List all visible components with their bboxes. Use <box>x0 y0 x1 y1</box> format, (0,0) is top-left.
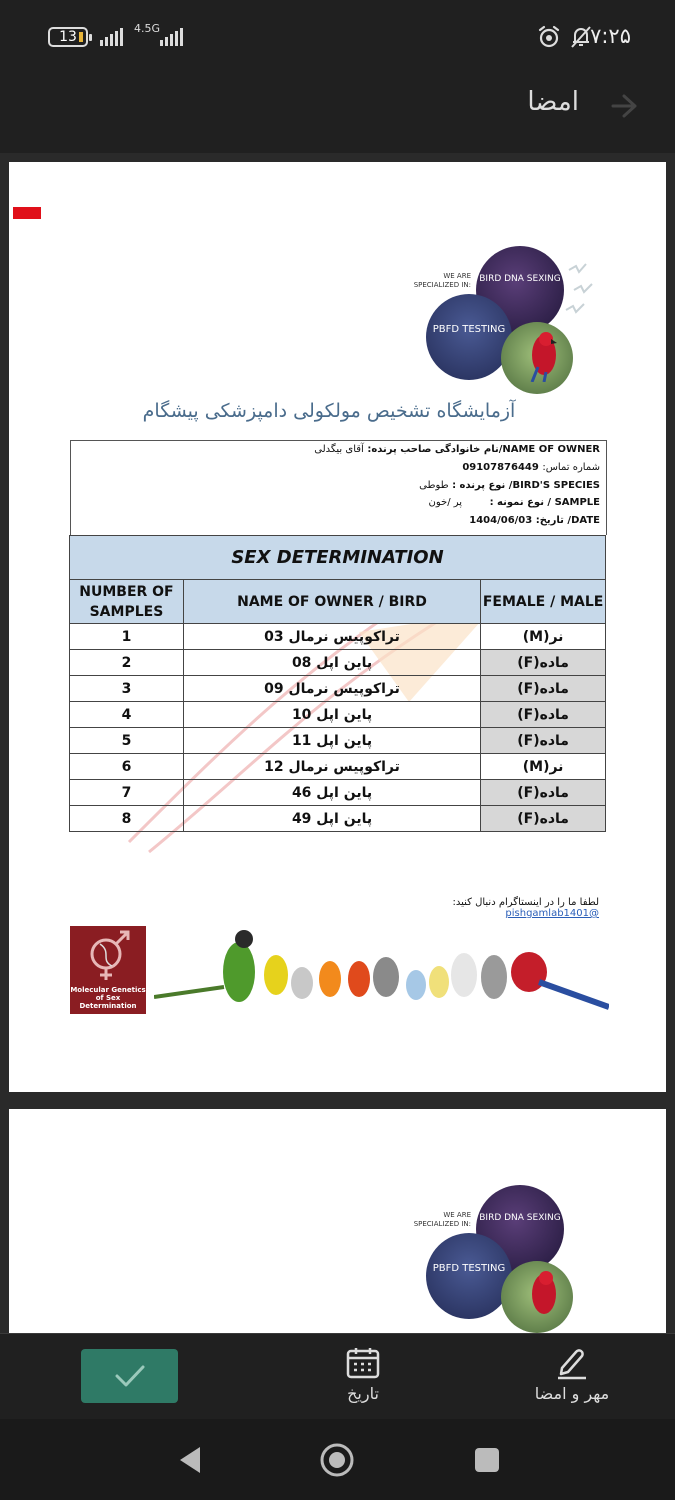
table-row <box>70 754 606 780</box>
date-tool-button[interactable] <box>330 1346 396 1403</box>
mg-logo-text: Molecular Genetics of Sex Determination <box>70 986 146 1010</box>
signature-tool-button[interactable] <box>522 1346 622 1403</box>
bird-name-cell: پاین اپل 11 <box>183 728 480 754</box>
bird-name-cell: تراکوپیس نرمال 03 <box>183 624 480 650</box>
phone-line <box>462 462 600 473</box>
parrot-icon <box>524 327 564 382</box>
owner-line <box>314 444 600 455</box>
owner-value: آقای بیگدلی <box>314 444 364 455</box>
species-line <box>419 480 600 491</box>
sample-number-cell: 2 <box>70 650 184 676</box>
battery-indicator <box>48 27 88 47</box>
molecular-genetics-logo <box>70 926 146 1014</box>
signal-bars-icon <box>100 28 123 46</box>
specialized-text: WE ARE SPECIALIZED IN: <box>413 272 471 289</box>
sample-label: SAMPLE / نوع نمونه : <box>489 497 600 508</box>
phone-value: 09107876449 <box>462 462 539 473</box>
table-row <box>70 624 606 650</box>
table-title: SEX DETERMINATION <box>70 536 606 580</box>
instagram-label: لطفا ما را در اینستاگرام دنبال کنید: <box>452 897 599 908</box>
results-table <box>69 535 606 832</box>
bird-name-cell: پاین اپل 10 <box>183 702 480 728</box>
status-bar <box>0 0 675 75</box>
battery-level-text: 13 <box>59 29 77 45</box>
document-page-1 <box>9 162 666 1092</box>
page-title: امضا <box>527 87 579 117</box>
back-arrow-icon[interactable] <box>609 91 639 121</box>
alarm-icon <box>536 24 562 50</box>
red-marker <box>13 207 41 219</box>
col-sex-header: FEMALE / MALE <box>481 580 606 624</box>
phone-label: شماره تماس: <box>542 462 600 473</box>
sample-number-cell: 3 <box>70 676 184 702</box>
calendar-icon <box>345 1346 381 1380</box>
sex-result-cell: ماده(F) <box>481 650 606 676</box>
signature-pen-icon <box>554 1346 590 1380</box>
dna-sexing-text: BIRD DNA SEXING <box>479 274 561 284</box>
bird-name-cell: تراکوپیس نرمال 12 <box>183 754 480 780</box>
sex-result-cell: ماده(F) <box>481 702 606 728</box>
clock: ۷:۲۵ <box>590 24 631 48</box>
sample-number-cell: 8 <box>70 806 184 832</box>
col-name-header: NAME OF OWNER / BIRD <box>183 580 480 624</box>
sex-result-cell: نر(M) <box>481 624 606 650</box>
instagram-link[interactable]: @pishgamlab1401 <box>505 908 599 919</box>
specialized-text-2: WE ARE SPECIALIZED IN: <box>413 1211 471 1228</box>
sample-line <box>429 497 600 508</box>
back-nav-icon[interactable] <box>176 1445 204 1475</box>
sample-number-cell: 4 <box>70 702 184 728</box>
col-samples-header: NUMBER OF SAMPLES <box>70 580 184 624</box>
bird-banner-icon <box>154 927 609 1017</box>
lab-title: آزمایشگاه تشخیص مولکولی دامپزشکی پیشگام <box>142 400 516 422</box>
sample-value: پر /خون <box>428 497 463 508</box>
table-row <box>70 702 606 728</box>
bird-name-cell: پاین اپل 46 <box>183 780 480 806</box>
confirm-button[interactable] <box>81 1349 178 1403</box>
sex-result-cell: ماده(F) <box>481 728 606 754</box>
document-viewer[interactable] <box>0 153 675 1333</box>
table-row <box>70 780 606 806</box>
dna-sexing-text-2: BIRD DNA SEXING <box>479 1213 561 1223</box>
table-row <box>70 806 606 832</box>
parrot-icon <box>524 1266 564 1321</box>
owner-info-box <box>70 440 607 535</box>
date-label: DATE/ تاریخ: <box>535 515 600 526</box>
check-icon <box>113 1361 147 1391</box>
document-page-2 <box>9 1109 666 1333</box>
bird-name-cell: پاین اپل 08 <box>183 650 480 676</box>
signal-bars-2-icon <box>160 28 183 46</box>
sex-result-cell: ماده(F) <box>481 806 606 832</box>
sex-result-cell: ماده(F) <box>481 676 606 702</box>
table-row <box>70 676 606 702</box>
sample-number-cell: 7 <box>70 780 184 806</box>
bird-name-cell: تراکوپیس نرمال 09 <box>183 676 480 702</box>
pbfd-text: PBFD TESTING <box>432 324 506 335</box>
bottom-toolbar <box>0 1333 675 1419</box>
date-tool-label: تاریخ <box>347 1384 379 1403</box>
table-row <box>70 728 606 754</box>
network-type: 4.5G <box>134 22 161 35</box>
lab-logo-cluster <box>404 232 604 392</box>
flying-birds-icon <box>564 260 604 320</box>
app-header <box>0 75 675 155</box>
sample-number-cell: 5 <box>70 728 184 754</box>
system-nav-bar <box>0 1419 675 1500</box>
species-label: BIRD'S SPECIES/ نوع پرنده : <box>452 480 600 491</box>
table-row <box>70 650 606 676</box>
date-value: 1404/06/03 <box>469 515 533 526</box>
home-nav-icon[interactable] <box>319 1442 355 1478</box>
gender-dna-icon <box>84 930 132 982</box>
pbfd-text-2: PBFD TESTING <box>432 1263 506 1274</box>
date-line <box>469 515 600 526</box>
bird-name-cell: پاین اپل 49 <box>183 806 480 832</box>
sample-number-cell: 1 <box>70 624 184 650</box>
sample-number-cell: 6 <box>70 754 184 780</box>
lab-logo-cluster-2 <box>404 1171 604 1331</box>
owner-label: NAME OF OWNER/نام خانوادگی صاحب پرنده: <box>367 444 600 455</box>
recents-nav-icon[interactable] <box>473 1446 501 1474</box>
species-value: طوطی <box>419 480 449 491</box>
signature-tool-label: مهر و امضا <box>534 1384 610 1403</box>
instagram-line <box>369 897 599 919</box>
sex-result-cell: نر(M) <box>481 754 606 780</box>
sex-result-cell: ماده(F) <box>481 780 606 806</box>
